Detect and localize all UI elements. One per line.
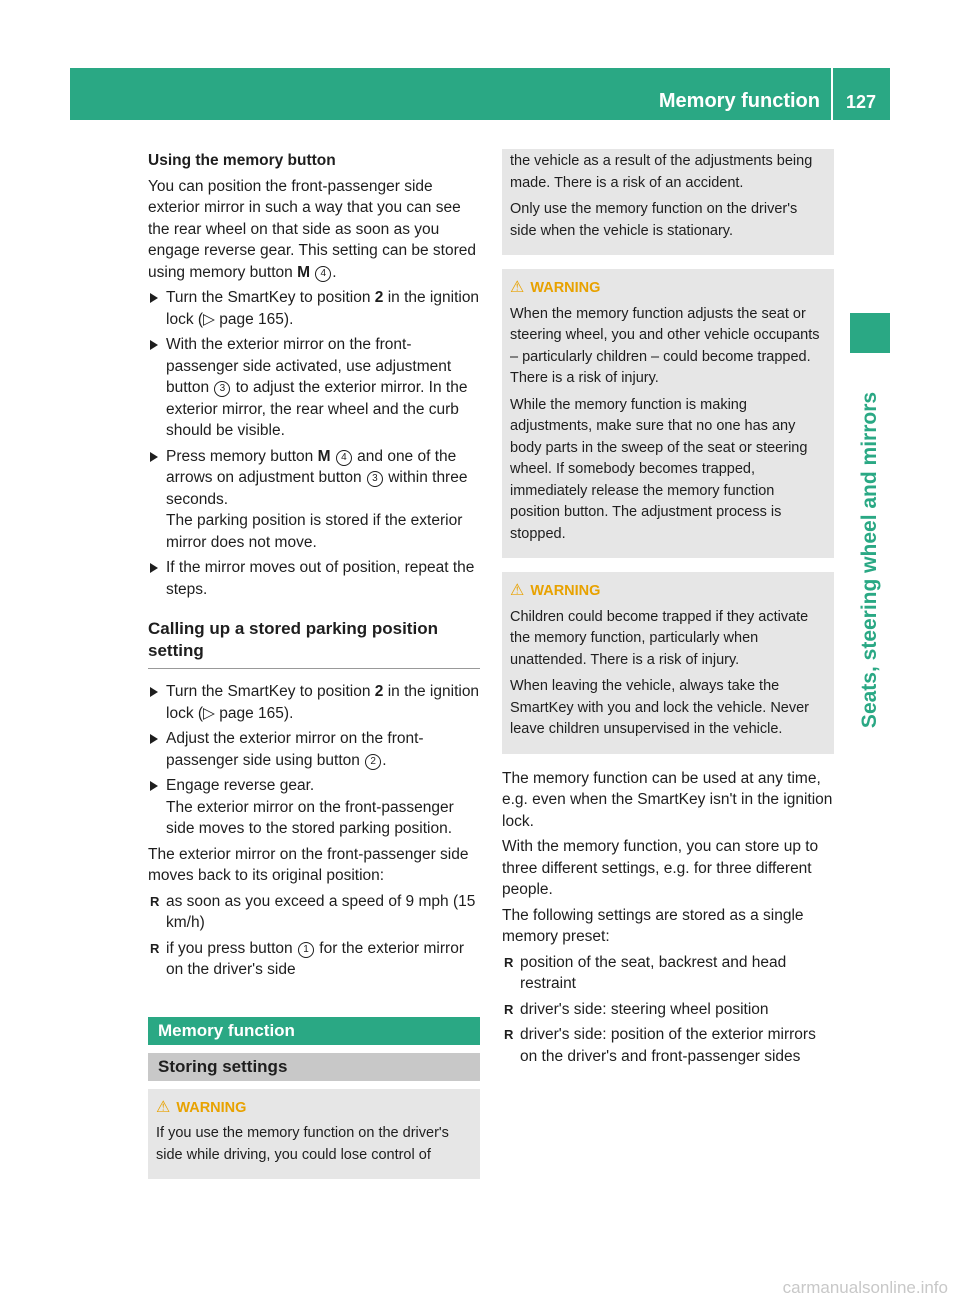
subsection-bar-storing-settings: Storing settings [148, 1053, 480, 1081]
bullet-item: R position of the seat, backrest and head restraint [502, 952, 834, 995]
bullet-item: R driver's side: steering wheel position [502, 999, 834, 1021]
step-item: Engage reverse gear. The exterior mirror on the front-passenger side moves to the stored parking position. [148, 775, 480, 840]
intro-paragraph: You can position the front-passenger side exterior mirror in such a way that you can see the rear wheel on that side as soon as you engage reverse gear. This setting can be stored using memory button M 4 . [148, 177, 477, 281]
paragraph: With the memory function, you can store up to three different settings, e.g. for three different people. [502, 838, 819, 898]
chapter-label: Seats, steering wheel and mirrors [858, 391, 881, 729]
callout-icon: 4 [315, 266, 331, 282]
step-item: With the exterior mirror on the front-passenger side activated, use adjustment button 3 to adjust the exterior mirror. In the exterior mirror, the rear wheel and the curb should be visible. [148, 334, 480, 442]
right-column [502, 155, 834, 1071]
heading-using-memory-button: Using the memory button [148, 152, 336, 169]
warning-box-continued: the vehicle as a result of the adjustments being made. There is a risk of an accident. Only use the memory function on the driver's side when the vehicle is stationary. [502, 149, 834, 255]
paragraph: The following settings are stored as a single memory preset: [502, 906, 804, 945]
step-item: Turn the SmartKey to position 2 in the ignition lock (▷ page 165). [148, 287, 480, 330]
warning-title: ⚠ WARNING [510, 277, 826, 300]
left-column [148, 150, 480, 1193]
callout-icon: 3 [214, 381, 230, 397]
step-item: Adjust the exterior mirror on the front-passenger side using button 2 . [148, 728, 480, 771]
paragraph: The memory function can be used at any time, e.g. even when the SmartKey isn't in the ignition lock. [502, 769, 833, 830]
warning-triangle-icon: ⚠ [510, 279, 525, 296]
return-paragraph: The exterior mirror on the front-passenger side moves back to its original position: [148, 845, 469, 884]
warning-triangle-icon: ⚠ [510, 582, 525, 599]
header-title: Memory function [658, 90, 820, 112]
heading-calling-up-parking-position: Calling up a stored parking position setting [148, 618, 480, 669]
callout-icon: 1 [298, 942, 314, 958]
header-separator [831, 68, 833, 120]
step-item: If the mirror moves out of position, repeat the steps. [148, 557, 480, 600]
warning-triangle-icon: ⚠ [156, 1098, 171, 1116]
bullet-item: R as soon as you exceed a speed of 9 mph (15 km/h) [148, 891, 480, 934]
callout-icon: 4 [336, 450, 352, 466]
warning-box: ⚠ WARNING When the memory function adjusts the seat or steering wheel, you and other vehicle occupants – particularly children – could become trapped. There is a risk of injury. While the memory function is making adjustments, make sure that no one has any body parts in the sweep of the seat or steering wheel. If somebody becomes trapped, immediately release the memory function position button. The adjustment process is stopped. [502, 269, 834, 558]
watermark: carmanualsonline.info [782, 1278, 948, 1297]
section-bar-memory-function: Memory function [148, 1017, 480, 1045]
step-item: Press memory button M 4 and one of the arrows on adjustment button 3 within three seconds. The parking position is stored if the exterior mirror does not move. [148, 446, 480, 554]
warning-title: ⚠ WARNING [510, 580, 826, 603]
callout-icon: 3 [367, 471, 383, 487]
page-number: 127 [846, 92, 877, 112]
warning-box: ⚠ WARNING If you use the memory function on the driver's side while driving, you could lose control of [148, 1089, 480, 1180]
chapter-tab [850, 313, 890, 353]
step-item: Turn the SmartKey to position 2 in the ignition lock (▷ page 165). [148, 681, 480, 724]
bullet-item: R if you press button 1 for the exterior mirror on the driver's side [148, 938, 480, 981]
warning-box: ⚠ WARNING Children could become trapped if they activate the memory function, particularly when unattended. There is a risk of injury. When leaving the vehicle, always take the SmartKey with you and lock the vehicle. Never leave children unsupervised in the vehicle. [502, 572, 834, 754]
bullet-item: R driver's side: position of the exterior mirrors on the driver's and front-passenger sides [502, 1024, 834, 1067]
warning-title: ⚠ WARNING [156, 1097, 472, 1120]
callout-icon: 2 [365, 754, 381, 770]
